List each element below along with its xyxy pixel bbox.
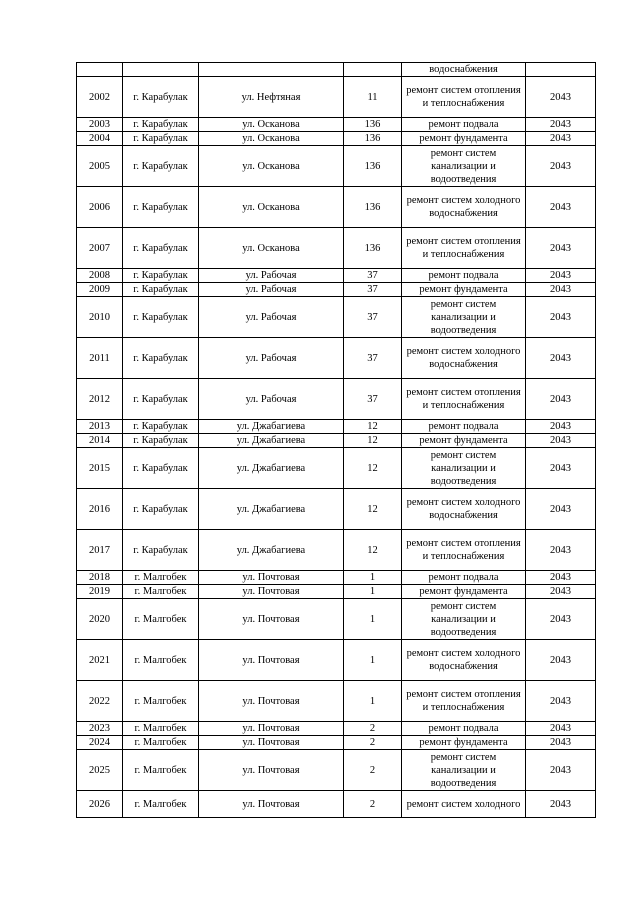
table-row	[77, 681, 596, 722]
work-type-cell: ремонт систем холодного водоснабжения	[402, 338, 526, 379]
street-cell: ул. Осканова	[199, 187, 344, 228]
row-number-cell: 2016	[77, 489, 123, 530]
street-cell: ул. Почтовая	[199, 640, 344, 681]
row-number-cell: 2021	[77, 640, 123, 681]
house-number-cell: 12	[344, 530, 402, 571]
row-number-cell: 2008	[77, 269, 123, 283]
house-number-cell: 37	[344, 379, 402, 420]
work-type-cell: ремонт фундамента	[402, 736, 526, 750]
row-number-cell: 2019	[77, 585, 123, 599]
row-number-cell: 2011	[77, 338, 123, 379]
table-row	[77, 63, 596, 77]
city-cell: г. Карабулак	[123, 146, 199, 187]
city-cell: г. Малгобек	[123, 791, 199, 818]
street-cell: ул. Рабочая	[199, 338, 344, 379]
year-cell: 2043	[526, 269, 596, 283]
street-cell: ул. Почтовая	[199, 681, 344, 722]
city-cell: г. Карабулак	[123, 379, 199, 420]
year-cell: 2043	[526, 571, 596, 585]
street-cell: ул. Джабагиева	[199, 434, 344, 448]
house-number-cell: 12	[344, 434, 402, 448]
row-number-cell: 2024	[77, 736, 123, 750]
year-cell: 2043	[526, 585, 596, 599]
house-number-cell: 37	[344, 338, 402, 379]
work-type-cell: ремонт систем холодного водоснабжения	[402, 640, 526, 681]
table-row	[77, 571, 596, 585]
year-cell: 2043	[526, 640, 596, 681]
table-row	[77, 434, 596, 448]
year-cell: 2043	[526, 599, 596, 640]
house-number-cell: 1	[344, 599, 402, 640]
street-cell: ул. Джабагиева	[199, 448, 344, 489]
house-number-cell: 37	[344, 283, 402, 297]
city-cell: г. Карабулак	[123, 434, 199, 448]
row-number-cell: 2009	[77, 283, 123, 297]
row-number-cell: 2017	[77, 530, 123, 571]
city-cell: г. Карабулак	[123, 338, 199, 379]
row-number-cell: 2002	[77, 77, 123, 118]
work-type-cell: ремонт фундамента	[402, 132, 526, 146]
table-row	[77, 77, 596, 118]
year-cell: 2043	[526, 736, 596, 750]
work-type-cell: водоснабжения	[402, 63, 526, 77]
table-row	[77, 118, 596, 132]
city-cell: г. Малгобек	[123, 571, 199, 585]
work-type-cell: ремонт систем отопления и теплоснабжения	[402, 379, 526, 420]
table-row	[77, 530, 596, 571]
table-body	[77, 63, 596, 818]
row-number-cell: 2026	[77, 791, 123, 818]
year-cell: 2043	[526, 530, 596, 571]
year-cell: 2043	[526, 722, 596, 736]
table-row	[77, 791, 596, 818]
table-row	[77, 146, 596, 187]
street-cell: ул. Осканова	[199, 228, 344, 269]
house-number-cell: 2	[344, 722, 402, 736]
row-number-cell: 2023	[77, 722, 123, 736]
city-cell: г. Карабулак	[123, 269, 199, 283]
table-row	[77, 283, 596, 297]
row-number-cell: 2025	[77, 750, 123, 791]
street-cell	[199, 63, 344, 77]
city-cell: г. Малгобек	[123, 585, 199, 599]
year-cell: 2043	[526, 77, 596, 118]
house-number-cell: 12	[344, 489, 402, 530]
house-number-cell: 2	[344, 750, 402, 791]
table-row	[77, 489, 596, 530]
house-number-cell: 136	[344, 118, 402, 132]
street-cell: ул. Рабочая	[199, 379, 344, 420]
work-type-cell: ремонт фундамента	[402, 434, 526, 448]
house-number-cell: 136	[344, 146, 402, 187]
table-row	[77, 297, 596, 338]
house-number-cell: 1	[344, 681, 402, 722]
city-cell: г. Малгобек	[123, 722, 199, 736]
year-cell: 2043	[526, 228, 596, 269]
row-number-cell: 2007	[77, 228, 123, 269]
house-number-cell: 1	[344, 571, 402, 585]
year-cell: 2043	[526, 283, 596, 297]
house-number-cell: 2	[344, 791, 402, 818]
table-row	[77, 379, 596, 420]
row-number-cell: 2020	[77, 599, 123, 640]
table-row	[77, 599, 596, 640]
table-row	[77, 448, 596, 489]
house-number-cell: 37	[344, 297, 402, 338]
city-cell: г. Карабулак	[123, 530, 199, 571]
table-row	[77, 420, 596, 434]
work-type-cell: ремонт систем канализации и водоотведения	[402, 448, 526, 489]
work-type-cell: ремонт систем холодного	[402, 791, 526, 818]
row-number-cell: 2022	[77, 681, 123, 722]
year-cell	[526, 63, 596, 77]
city-cell: г. Малгобек	[123, 736, 199, 750]
street-cell: ул. Джабагиева	[199, 489, 344, 530]
work-type-cell: ремонт фундамента	[402, 283, 526, 297]
year-cell: 2043	[526, 434, 596, 448]
row-number-cell: 2013	[77, 420, 123, 434]
year-cell: 2043	[526, 750, 596, 791]
street-cell: ул. Осканова	[199, 118, 344, 132]
year-cell: 2043	[526, 489, 596, 530]
row-number-cell: 2004	[77, 132, 123, 146]
city-cell	[123, 63, 199, 77]
work-type-cell: ремонт подвала	[402, 269, 526, 283]
work-type-cell: ремонт систем отопления и теплоснабжения	[402, 77, 526, 118]
city-cell: г. Карабулак	[123, 77, 199, 118]
city-cell: г. Карабулак	[123, 297, 199, 338]
city-cell: г. Малгобек	[123, 681, 199, 722]
street-cell: ул. Почтовая	[199, 571, 344, 585]
city-cell: г. Карабулак	[123, 187, 199, 228]
street-cell: ул. Почтовая	[199, 750, 344, 791]
table-row	[77, 736, 596, 750]
street-cell: ул. Нефтяная	[199, 77, 344, 118]
row-number-cell	[77, 63, 123, 77]
year-cell: 2043	[526, 187, 596, 228]
work-type-cell: ремонт систем отопления и теплоснабжения	[402, 530, 526, 571]
street-cell: ул. Осканова	[199, 146, 344, 187]
street-cell: ул. Почтовая	[199, 599, 344, 640]
row-number-cell: 2014	[77, 434, 123, 448]
city-cell: г. Малгобек	[123, 750, 199, 791]
work-type-cell: ремонт подвала	[402, 118, 526, 132]
city-cell: г. Карабулак	[123, 283, 199, 297]
table-row	[77, 722, 596, 736]
table-row	[77, 187, 596, 228]
year-cell: 2043	[526, 379, 596, 420]
city-cell: г. Карабулак	[123, 132, 199, 146]
year-cell: 2043	[526, 118, 596, 132]
row-number-cell: 2012	[77, 379, 123, 420]
street-cell: ул. Почтовая	[199, 585, 344, 599]
city-cell: г. Карабулак	[123, 228, 199, 269]
city-cell: г. Карабулак	[123, 118, 199, 132]
year-cell: 2043	[526, 681, 596, 722]
row-number-cell: 2018	[77, 571, 123, 585]
street-cell: ул. Осканова	[199, 132, 344, 146]
city-cell: г. Карабулак	[123, 448, 199, 489]
street-cell: ул. Джабагиева	[199, 420, 344, 434]
work-type-cell: ремонт систем отопления и теплоснабжения	[402, 681, 526, 722]
work-type-cell: ремонт систем канализации и водоотведения	[402, 297, 526, 338]
work-type-cell: ремонт систем холодного водоснабжения	[402, 489, 526, 530]
street-cell: ул. Рабочая	[199, 297, 344, 338]
street-cell: ул. Джабагиева	[199, 530, 344, 571]
street-cell: ул. Почтовая	[199, 791, 344, 818]
work-type-cell: ремонт систем канализации и водоотведения	[402, 146, 526, 187]
house-number-cell: 136	[344, 187, 402, 228]
house-number-cell: 136	[344, 132, 402, 146]
table-row	[77, 132, 596, 146]
year-cell: 2043	[526, 791, 596, 818]
table-row	[77, 338, 596, 379]
street-cell: ул. Почтовая	[199, 722, 344, 736]
row-number-cell: 2005	[77, 146, 123, 187]
work-type-cell: ремонт систем отопления и теплоснабжения	[402, 228, 526, 269]
city-cell: г. Карабулак	[123, 420, 199, 434]
year-cell: 2043	[526, 146, 596, 187]
work-type-cell: ремонт систем канализации и водоотведения	[402, 750, 526, 791]
work-type-cell: ремонт систем канализации и водоотведения	[402, 599, 526, 640]
table-row	[77, 269, 596, 283]
city-cell: г. Малгобек	[123, 640, 199, 681]
year-cell: 2043	[526, 448, 596, 489]
table-row	[77, 228, 596, 269]
house-number-cell: 11	[344, 77, 402, 118]
row-number-cell: 2006	[77, 187, 123, 228]
house-number-cell: 12	[344, 448, 402, 489]
table-row	[77, 640, 596, 681]
house-number-cell: 12	[344, 420, 402, 434]
house-number-cell: 1	[344, 585, 402, 599]
city-cell: г. Малгобек	[123, 599, 199, 640]
table-row	[77, 750, 596, 791]
work-type-cell: ремонт подвала	[402, 722, 526, 736]
house-number-cell: 2	[344, 736, 402, 750]
work-type-cell: ремонт систем холодного водоснабжения	[402, 187, 526, 228]
house-number-cell: 136	[344, 228, 402, 269]
row-number-cell: 2015	[77, 448, 123, 489]
year-cell: 2043	[526, 420, 596, 434]
house-number-cell: 37	[344, 269, 402, 283]
year-cell: 2043	[526, 338, 596, 379]
work-type-cell: ремонт фундамента	[402, 585, 526, 599]
row-number-cell: 2003	[77, 118, 123, 132]
repair-schedule-table	[76, 62, 596, 818]
street-cell: ул. Почтовая	[199, 736, 344, 750]
street-cell: ул. Рабочая	[199, 269, 344, 283]
house-number-cell	[344, 63, 402, 77]
year-cell: 2043	[526, 132, 596, 146]
row-number-cell: 2010	[77, 297, 123, 338]
house-number-cell: 1	[344, 640, 402, 681]
table-row	[77, 585, 596, 599]
year-cell: 2043	[526, 297, 596, 338]
city-cell: г. Карабулак	[123, 489, 199, 530]
street-cell: ул. Рабочая	[199, 283, 344, 297]
work-type-cell: ремонт подвала	[402, 420, 526, 434]
work-type-cell: ремонт подвала	[402, 571, 526, 585]
